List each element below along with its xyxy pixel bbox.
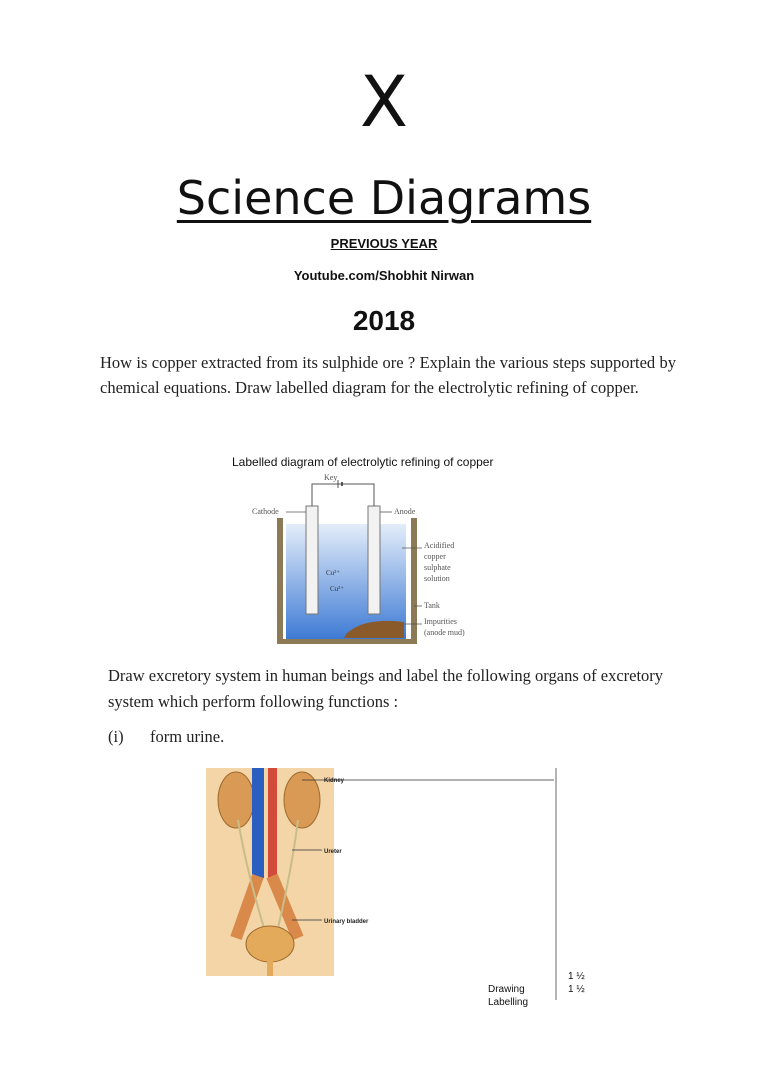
right-kidney bbox=[284, 772, 320, 828]
subtitle-text: PREVIOUS YEAR bbox=[330, 236, 438, 251]
page-title bbox=[0, 168, 768, 228]
marks-label bbox=[488, 970, 568, 983]
copper-ion-label-2: Cu²⁺ bbox=[330, 585, 344, 593]
question-1-text: How is copper extracted from its sulphide ore ? Explain the various steps supported by chemical equations. Draw labelled diagram for the electrolytic refining of copper. bbox=[100, 353, 676, 397]
part-text: form urine. bbox=[150, 727, 225, 746]
vena-cava bbox=[252, 768, 264, 878]
bladder-label: Urinary bladder bbox=[324, 919, 369, 925]
urethra bbox=[267, 960, 273, 976]
key-label: Key bbox=[324, 473, 338, 482]
aorta bbox=[268, 768, 277, 878]
urinary-bladder bbox=[246, 926, 294, 962]
anode-rod bbox=[368, 506, 380, 614]
marks-value: 1 ½ bbox=[568, 971, 585, 982]
tank-label: Tank bbox=[424, 601, 440, 610]
marks-label: Labelling bbox=[488, 997, 529, 1008]
left-kidney bbox=[218, 772, 254, 828]
kidney-label: Kidney bbox=[324, 778, 345, 784]
marks-row bbox=[488, 983, 585, 996]
question-2-text: Draw excretory system in human beings and label the following organs of excretory system which perform following functions : bbox=[108, 666, 664, 711]
year-heading: 2018 bbox=[352, 305, 416, 336]
marks-row bbox=[488, 996, 585, 1009]
question-2-part-i bbox=[108, 727, 224, 747]
solution-label-line-4: solution bbox=[424, 574, 450, 583]
copper-ion-label-1: Cu²⁺ bbox=[326, 569, 340, 577]
channel-link: Youtube.com/Shobhit Nirwan bbox=[293, 268, 475, 283]
part-number: (i) bbox=[108, 727, 124, 746]
grade-heading: X bbox=[360, 61, 408, 143]
cathode-rod bbox=[306, 506, 318, 614]
marks-label: Drawing bbox=[488, 984, 525, 995]
page-title-text: Science Diagrams bbox=[176, 171, 592, 225]
excretory-system-diagram bbox=[206, 768, 566, 1000]
impurities-label-line-2: (anode mud) bbox=[424, 628, 465, 637]
solution-label-line-2: copper bbox=[424, 552, 446, 561]
ureter-label: Ureter bbox=[324, 849, 342, 855]
marks-value: 1 ½ bbox=[568, 984, 585, 995]
subtitle bbox=[0, 236, 768, 251]
marks-table bbox=[488, 970, 585, 1009]
cathode-label: Cathode bbox=[252, 507, 279, 516]
diagram-1-caption: Labelled diagram of electrolytic refining of copper bbox=[232, 455, 494, 469]
anode-label: Anode bbox=[394, 507, 416, 516]
marks-row bbox=[488, 970, 585, 983]
electrolytic-refining-diagram bbox=[234, 472, 480, 644]
impurities-label-line-1: Impurities bbox=[424, 617, 457, 626]
solution-label-line-3: sulphate bbox=[424, 563, 451, 572]
solution-label-line-1: Acidified bbox=[424, 541, 455, 550]
